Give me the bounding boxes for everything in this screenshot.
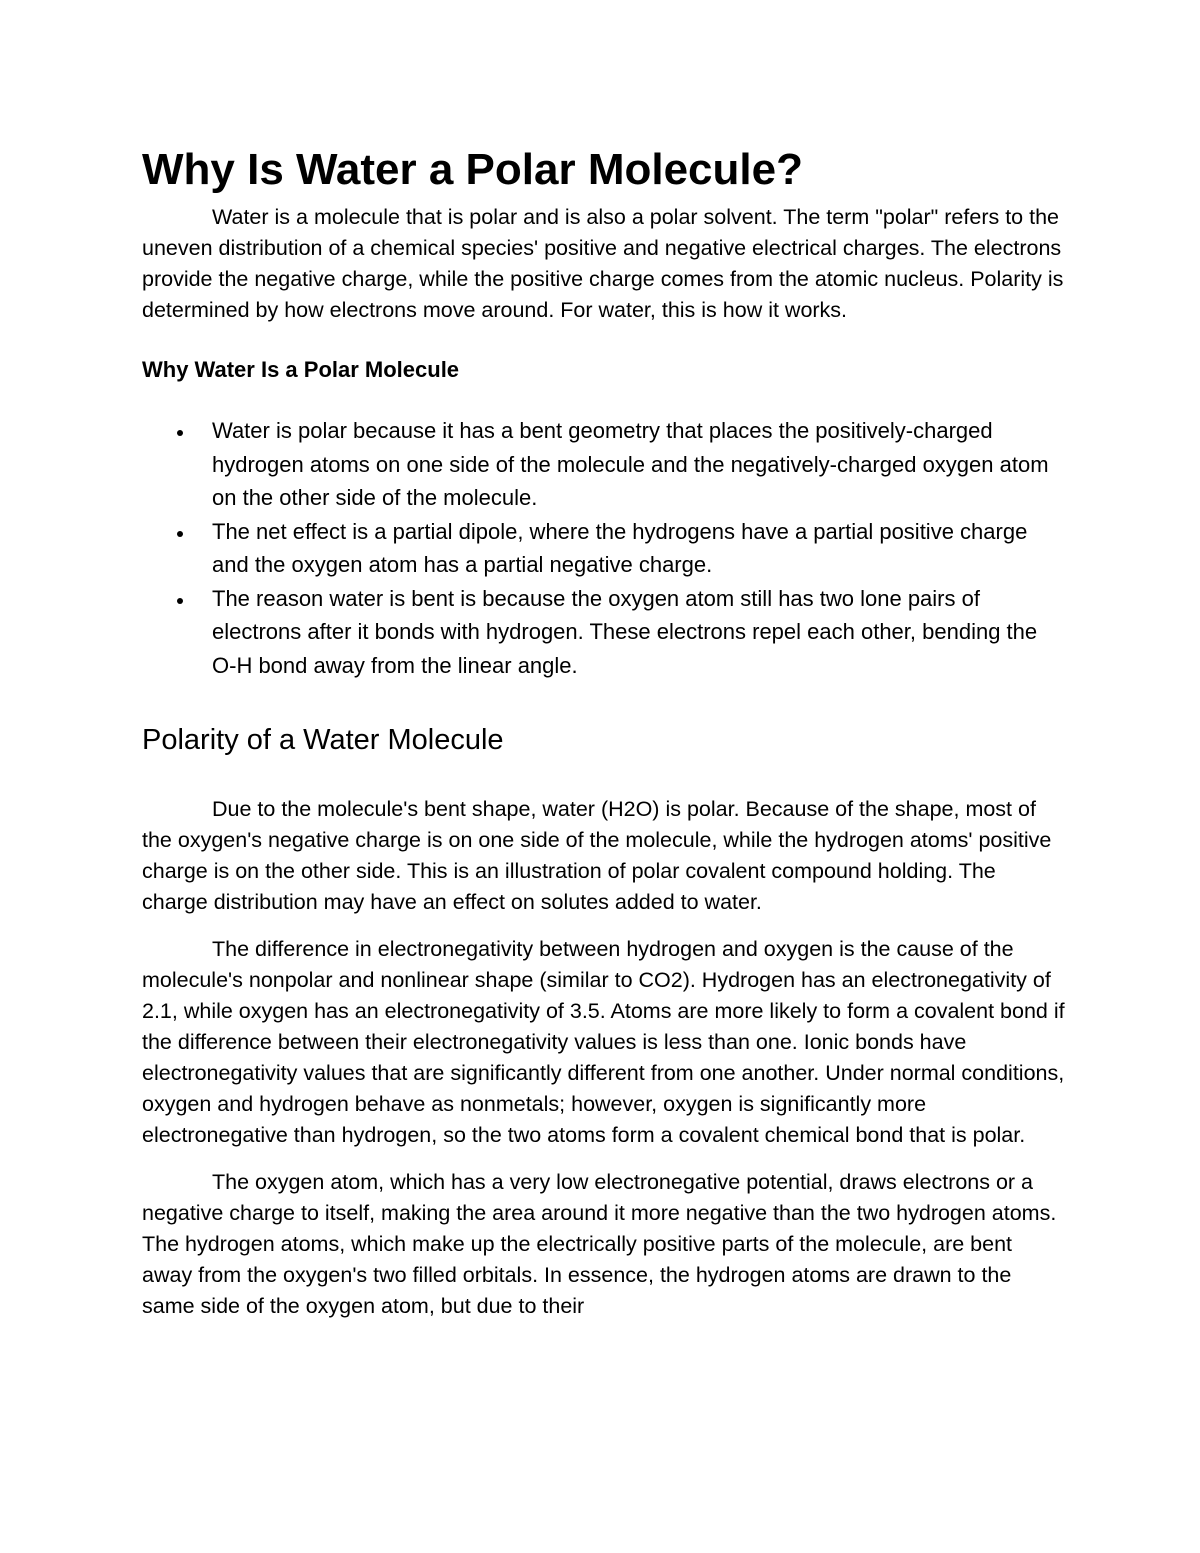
document-title: Why Is Water a Polar Molecule? xyxy=(142,145,803,194)
bullet-item xyxy=(142,414,1067,515)
bullet-text: The reason water is bent is because the oxygen atom still has two lone pairs of electrons after it bonds with hydrogen. These electrons repel each other, bending the O-H bond away from the linear angle. xyxy=(212,585,1038,678)
bullet-text: Water is polar because it has a bent geometry that places the positively-charged hydrogen atoms on one side of the molecule and the negatively-charged oxygen atom on the other side of the molecule. xyxy=(212,418,1049,510)
document-page xyxy=(142,138,1067,1322)
bullet-item xyxy=(142,582,1067,683)
bullet-dot-icon xyxy=(177,598,183,604)
subheading: Why Water Is a Polar Molecule xyxy=(142,357,460,382)
bullet-text: The net effect is a partial dipole, where the hydrogens have a partial positive charge and the oxygen atom has a partial negative charge. xyxy=(212,518,1028,577)
bullet-dot-icon xyxy=(177,531,183,537)
bullet-dot-icon xyxy=(177,430,183,436)
bullet-item xyxy=(142,515,1067,582)
body-paragraph: The difference in electronegativity between hydrogen and oxygen is the cause of the molecule's nonpolar and nonlinear shape (similar to CO2). Hydrogen has an electronegativity of 2.1, while oxygen has an electronegativity of 3.5. Atoms are more likely to form a covalent bond if the difference between their electronegativity values is less than one. Ionic bonds have electronegativity values that are significantly different from one another. Under normal conditions, oxygen and hydrogen behave as nonmetals; however, oxygen is significantly more electronegative than hydrogen, so the two atoms form a covalent chemical bond that is polar. xyxy=(142,937,1065,1147)
body-paragraph: Due to the molecule's bent shape, water (H2O) is polar. Because of the shape, most of the oxygen's negative charge is on one side of the molecule, while the hydrogen atoms' positive charge is on the other side. This is an illustration of polar covalent compound holding. The charge distribution may have an effect on solutes added to water. xyxy=(142,797,1052,914)
bullet-list xyxy=(142,414,1067,682)
section-heading: Polarity of a Water Molecule xyxy=(142,724,504,756)
intro-paragraph: Water is a molecule that is polar and is also a polar solvent. The term "polar" refers to the uneven distribution of a chemical species' positive and negative electrical charges. The electrons provide the negative charge, while the positive charge comes from the atomic nucleus. Polarity is determined by how electrons move around. For water, this is how it works. xyxy=(142,205,1064,322)
body-paragraph: The oxygen atom, which has a very low electronegative potential, draws electrons or a negative charge to itself, making the area around it more negative than the two hydrogen atoms. The hydrogen atoms, which make up the electrically positive parts of the molecule, are bent away from the oxygen's two filled orbitals. In essence, the hydrogen atoms are drawn to the same side of the oxygen atom, but due to their xyxy=(142,1170,1057,1318)
